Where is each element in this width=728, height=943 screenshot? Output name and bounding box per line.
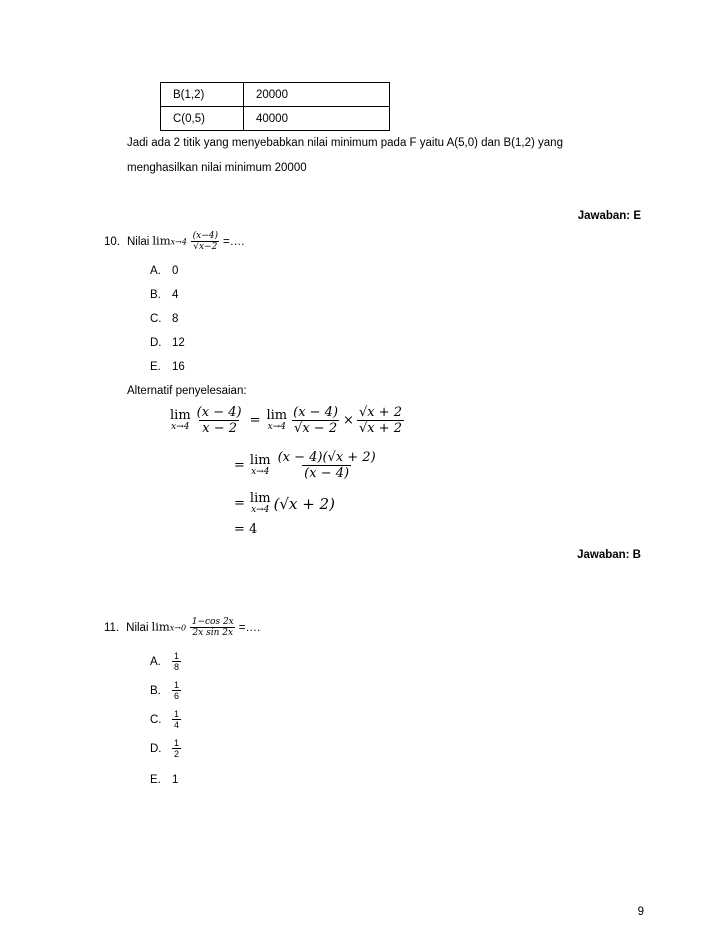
question-prefix: Nilai [127, 235, 150, 248]
question-number: 10. [104, 235, 120, 248]
option-text: 4 [172, 289, 179, 301]
fraction-denominator: 2 [174, 749, 180, 759]
option-letter: C. [150, 713, 162, 726]
option-text: 0 [172, 265, 179, 277]
option-letter: B. [150, 684, 161, 697]
option-text: 16 [172, 361, 185, 373]
values-table [160, 82, 390, 131]
limit-expression: lim𝑥→4 $\frac{\text{(𝑥−4)}}{\text{√𝑥−2}}$ [152, 231, 218, 252]
option-b [150, 680, 181, 701]
limit-expression: lim𝑥→0 $\frac{\text{1−cos 2𝑥}}{\text{2𝑥 sin 2𝑥}}$ [151, 617, 234, 638]
solution-step-3: = lim 𝑥→4 (√𝑥 + 2) [234, 491, 335, 515]
option-d [150, 738, 181, 759]
table-row [161, 83, 390, 107]
option-text: 8 [172, 313, 179, 325]
conclusion-line-2: menghasilkan nilai minimum 20000 [127, 162, 307, 174]
option-letter: A. [150, 265, 161, 277]
fraction-numerator: 1 [174, 651, 180, 661]
table-cell-value: 20000 [244, 83, 390, 107]
fraction-denominator: 4 [174, 720, 180, 730]
answer-label: Jawaban: E [577, 210, 641, 222]
question-suffix: =…. [222, 235, 245, 248]
option-c [150, 312, 179, 326]
conclusion-line-1: Jadi ada 2 titik yang menyebabkan nilai minimum pada F yaitu A(5,0) dan B(1,2) yang [127, 137, 563, 149]
question-10 [104, 231, 244, 252]
fraction-numerator: 1 [174, 738, 180, 748]
option-letter: B. [150, 289, 161, 301]
question-suffix: =…. [238, 621, 261, 634]
page-number: 9 [637, 906, 644, 918]
answer-label: Jawaban: B [577, 549, 641, 561]
table-cell-point: C(0,5) [161, 107, 244, 131]
option-letter: D. [150, 337, 162, 349]
fraction-numerator: 1 [174, 680, 180, 690]
table-row [161, 107, 390, 131]
solution-label: Alternatif penyelesaian: [127, 385, 247, 397]
option-letter: A. [150, 655, 161, 668]
fraction-denominator: 8 [174, 662, 180, 672]
option-e [150, 773, 178, 787]
option-text: 12 [172, 337, 185, 349]
option-a [150, 651, 181, 672]
option-c [150, 709, 181, 730]
option-text: 1 [172, 774, 179, 786]
question-11 [104, 617, 260, 638]
option-letter: C. [150, 313, 162, 325]
option-letter: E. [150, 361, 161, 373]
option-e [150, 360, 185, 374]
solution-step-2: = lim 𝑥→4 $\frac{\text{(𝑥 − 4)(√𝑥 + 2)}}{\text{(𝑥 − 4)}}$ [234, 450, 376, 481]
solution-step-1: lim 𝑥→4 $\frac{\text{(𝑥 − 4)}}{\text{𝑥 − 2}}$ = lim 𝑥→4 $\frac{\text{(𝑥 − 4)}}{\text{√𝑥 − 2}}$ × $\frac{\text{√𝑥 + 2}}{\text{√𝑥 + 2}}$ [170, 405, 402, 436]
table-cell-point: B(1,2) [161, 83, 244, 107]
option-d [150, 336, 185, 350]
solution-final: = 4 [234, 522, 258, 537]
question-prefix: Nilai [126, 621, 149, 634]
option-letter: E. [150, 774, 161, 786]
option-a [150, 264, 179, 278]
table-cell-value: 40000 [244, 107, 390, 131]
fraction-numerator: 1 [174, 709, 180, 719]
option-b [150, 288, 179, 302]
fraction-denominator: 6 [174, 691, 180, 701]
question-number: 11. [104, 621, 120, 634]
option-letter: D. [150, 742, 162, 755]
